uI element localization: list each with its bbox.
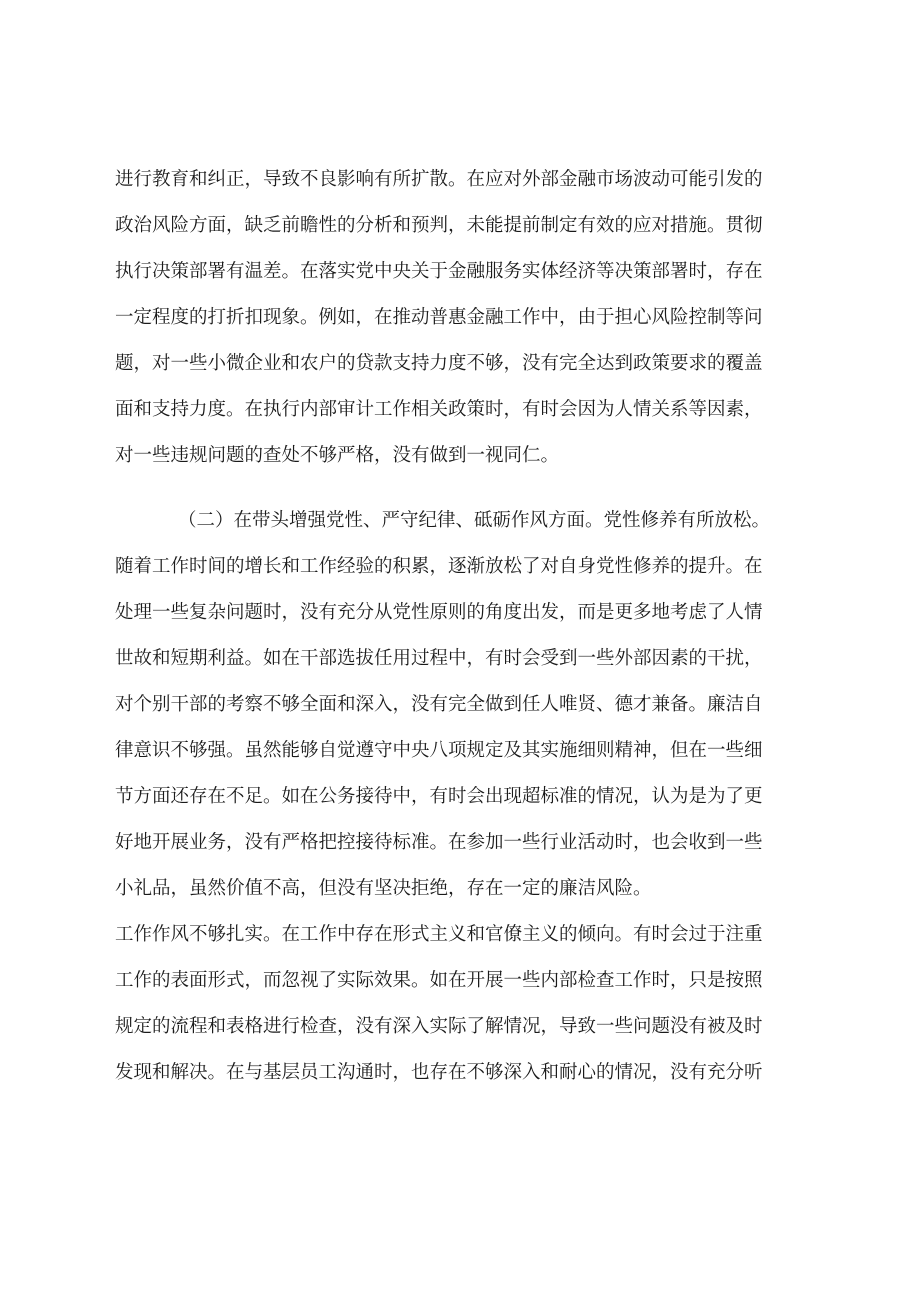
text-line: 工作的表面形式，而忽视了实际效果。如在开展一些内部检查工作时，只是按照 <box>115 970 763 991</box>
text-line: 执行决策部署有温差。在落实党中央关于金融服务实体经济等决策部署时，存在 <box>115 261 763 282</box>
text-line: 进行教育和纠正，导致不良影响有所扩散。在应对外部金融市场波动可能引发的 <box>115 169 763 190</box>
text-line: 政治风险方面，缺乏前瞻性的分析和预判，未能提前制定有效的应对措施。贯彻 <box>115 215 763 236</box>
text-line: 小礼品，虽然价值不高，但没有坚决拒绝，存在一定的廉洁风险。 <box>115 878 652 899</box>
text-line: 一定程度的打折扣现象。例如，在推动普惠金融工作中，由于担心风险控制等问 <box>115 307 763 328</box>
text-line: 随着工作时间的增长和工作经验的积累，逐渐放松了对自身党性修养的提升。在 <box>115 556 763 577</box>
text-line: 题，对一些小微企业和农户的贷款支持力度不够，没有完全达到政策要求的覆盖 <box>115 353 763 374</box>
section-heading-line: （二）在带头增强党性、严守纪律、砥砺作风方面。党性修养有所放松。 <box>178 510 771 531</box>
text-line: 节方面还存在不足。如在公务接待中，有时会出现超标准的情况，认为是为了更 <box>115 786 763 807</box>
text-line: 规定的流程和表格进行检查，没有深入实际了解情况，导致一些问题没有被及时 <box>115 1016 763 1037</box>
text-line: 世故和短期利益。如在干部选拔任用过程中，有时会受到一些外部因素的干扰， <box>115 648 763 669</box>
text-line: 对一些违规问题的查处不够严格，没有做到一视同仁。 <box>115 445 560 466</box>
text-line: 发现和解决。在与基层员工沟通时，也存在不够深入和耐心的情况，没有充分听 <box>115 1062 763 1083</box>
text-line: 面和支持力度。在执行内部审计工作相关政策时，有时会因为人情关系等因素， <box>115 399 763 420</box>
paragraph-start-line: 工作作风不够扎实。在工作中存在形式主义和官僚主义的倾向。有时会过于注重 <box>115 924 763 945</box>
text-line: 对个别干部的考察不够全面和深入，没有完全做到任人唯贤、德才兼备。廉洁自 <box>115 694 763 715</box>
text-line: 律意识不够强。虽然能够自觉遵守中央八项规定及其实施细则精神，但在一些细 <box>115 740 763 761</box>
text-line: 好地开展业务，没有严格把控接待标准。在参加一些行业活动时，也会收到一些 <box>115 832 763 853</box>
text-line: 处理一些复杂问题时，没有充分从党性原则的角度出发，而是更多地考虑了人情 <box>115 602 763 623</box>
